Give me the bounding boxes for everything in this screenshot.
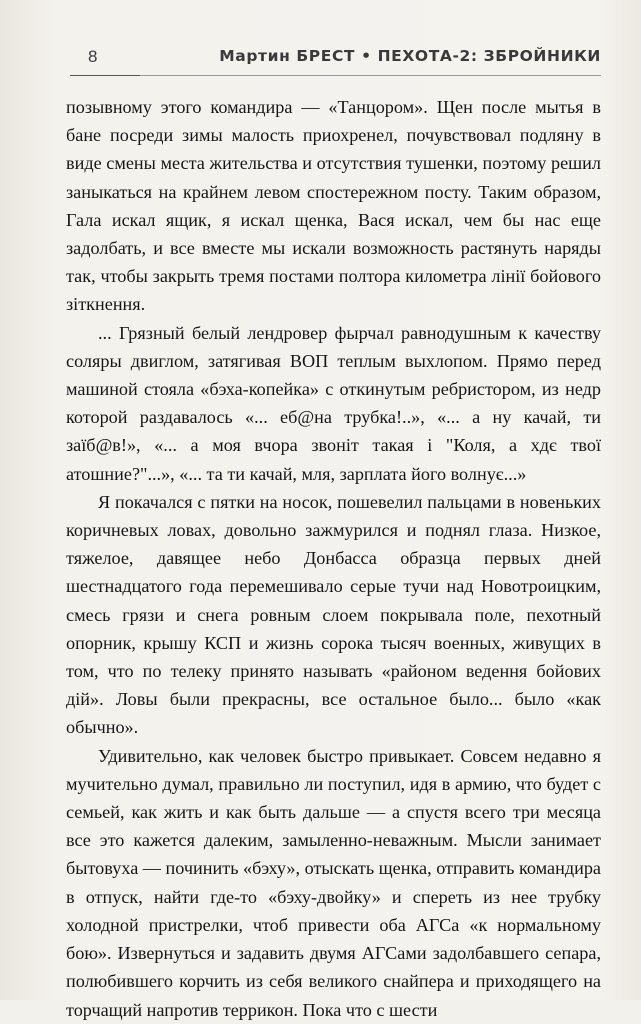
paragraph: Я покачался с пятки на носок, пошевелил пальцами в новеньких коричневых ловах, довольно зажмурился и поднял глаза. Низкое, тяжелое, давящее небо Донбасса образца первых дней шестнадцатого года перемешивало серые тучи над Новотроицким, смесь грязи и снега ровным слоем покрывала поле, пехотный опорник, крышу КСП и жизнь сорока тысяч военных, живущих в том, что по телеку принято называть «районом ведення бойових дій». Ловы были прекрасны, все остальное было... было «как обычно». <box>66 491 601 738</box>
page-body-text <box>66 93 601 1024</box>
running-title: Мартин БРЕСТ • ПЕХОТА-2: ЗБРОЙНИКИ <box>219 47 601 65</box>
paragraph: ... Грязный белый лендровер фырчал равнодушным к качеству соляры двиглом, затягивая ВОП теплым выхлопом. Прямо перед машиной стояла «бэха-копейка» с откинутым ребристором, из недр которой раздавалось «... еб@на трубка!..», «... а ну качай, ти заїб@в!», «... а моя вчора звоніт такая і "Коля, а хдє твої атошние?"...», «... та ти качай, мля, зарплата його волнує...» <box>66 322 601 484</box>
running-head <box>70 47 601 73</box>
header-rule <box>140 75 601 76</box>
page-number: 8 <box>88 47 98 66</box>
paragraph: Удивительно, как человек быстро привыкает. Совсем недавно я мучительно думал, правильно ли поступил, идя в армию, что будет с семьей, как жить и как быть дальше — а спустя всего три месяца все это кажется далеким, замыленно-неважным. Мысли занимает бытовуха — починить «бэху», отыскать щенка, отправить командира в отпуск, найти где-то «бэху-двойку» и спереть из нее трубку холодной пристрелки, чтоб привести оба АГСа «к нормальному бою». Извернуться и задавить двумя АГСами задолбавшего сепара, полюбившего корчить из себя великого снайпера и приходящего на торчащий напротив террикон. Пока что с шести <box>66 745 602 1020</box>
paragraph-continuation: позывному этого командира — «Танцором». Щен после мытья в бане посреди зимы малость приохренел, почувствовал подляну в виде смены места жительства и отсутствия тушенки, поэтому решил заныкаться на крайнем левом спостережном посту. Таким образом, Гала искал ящик, я искал щенка, Вася искал, чем бы нас еще задолбать, и все вместе мы искали возможность растянуть наряды так, чтобы закрыть тремя постами полтора километра лінії бойового зіткнення. <box>66 97 601 315</box>
header-rule-short <box>70 75 140 76</box>
